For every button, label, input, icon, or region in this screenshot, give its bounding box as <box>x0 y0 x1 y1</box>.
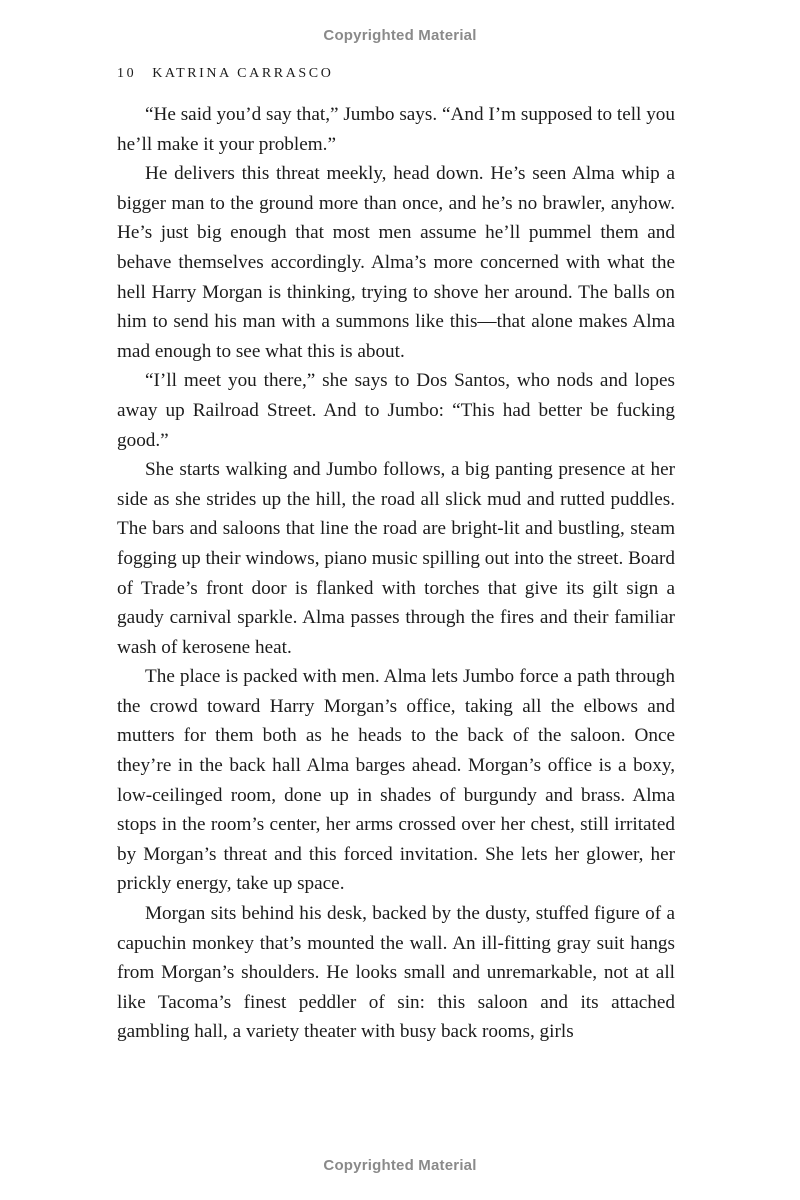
paragraph: She starts walking and Jumbo follows, a big panting presence at her side as she strides up the hill, the road all slick mud and rutted puddles. The bars and saloons that line the road are bright-lit and bustling, steam fogging up their windows, piano music spilling out into the street. Board of Trade’s front door is flanked with torches that give its gilt sign a gaudy carnival sparkle. Alma passes through the fires and their familiar wash of kerosene heat. <box>117 459 675 658</box>
paragraph: “I’ll meet you there,” she says to Dos Santos, who nods and lopes away up Railroad Street. And to Jumbo: “This had better be fucking good.” <box>117 370 675 451</box>
paragraph: The place is packed with men. Alma lets Jumbo force a path through the crowd toward Harry Morgan’s office, taking all the elbows and mutters for them both as he heads to the back of the saloon. Once they’re in the back hall Alma barges ahead. Morgan’s office is a boxy, low-ceilinged room, done up in shades of burgundy and brass. Alma stops in the room’s center, her arms crossed over her chest, still irritated by Morgan’s threat and this forced invitation. She lets her glower, her prickly energy, take up space. <box>117 666 675 895</box>
body-text <box>117 100 675 1047</box>
copyright-watermark-top: Copyrighted Material <box>323 27 477 44</box>
running-head <box>117 66 333 82</box>
copyright-watermark-bottom: Copyrighted Material <box>323 1157 477 1174</box>
paragraph: Morgan sits behind his desk, backed by the dusty, stuffed figure of a capuchin monkey that’s mounted the wall. An ill-fitting gray suit hangs from Morgan’s shoulders. He looks small and unremarkable, not at all like Tacoma’s finest peddler of sin: this saloon and its attached gambling hall, a variety theater with busy back rooms, girls <box>117 903 675 1043</box>
paragraph: “He said you’d say that,” Jumbo says. “And I’m supposed to tell you he’ll make it your problem.” <box>117 104 675 155</box>
author-name: KATRINA CARRASCO <box>152 66 334 81</box>
page-number: 10 <box>117 66 137 81</box>
paragraph: He delivers this threat meekly, head down. He’s seen Alma whip a bigger man to the ground more than once, and he’s no brawler, anyhow. He’s just big enough that most men assume he’ll pummel them and behave themselves accordingly. Alma’s more concerned with what the hell Harry Morgan is thinking, trying to shove her around. The balls on him to send his man with a summons like this—that alone makes Alma mad enough to see what this is about. <box>117 163 675 362</box>
